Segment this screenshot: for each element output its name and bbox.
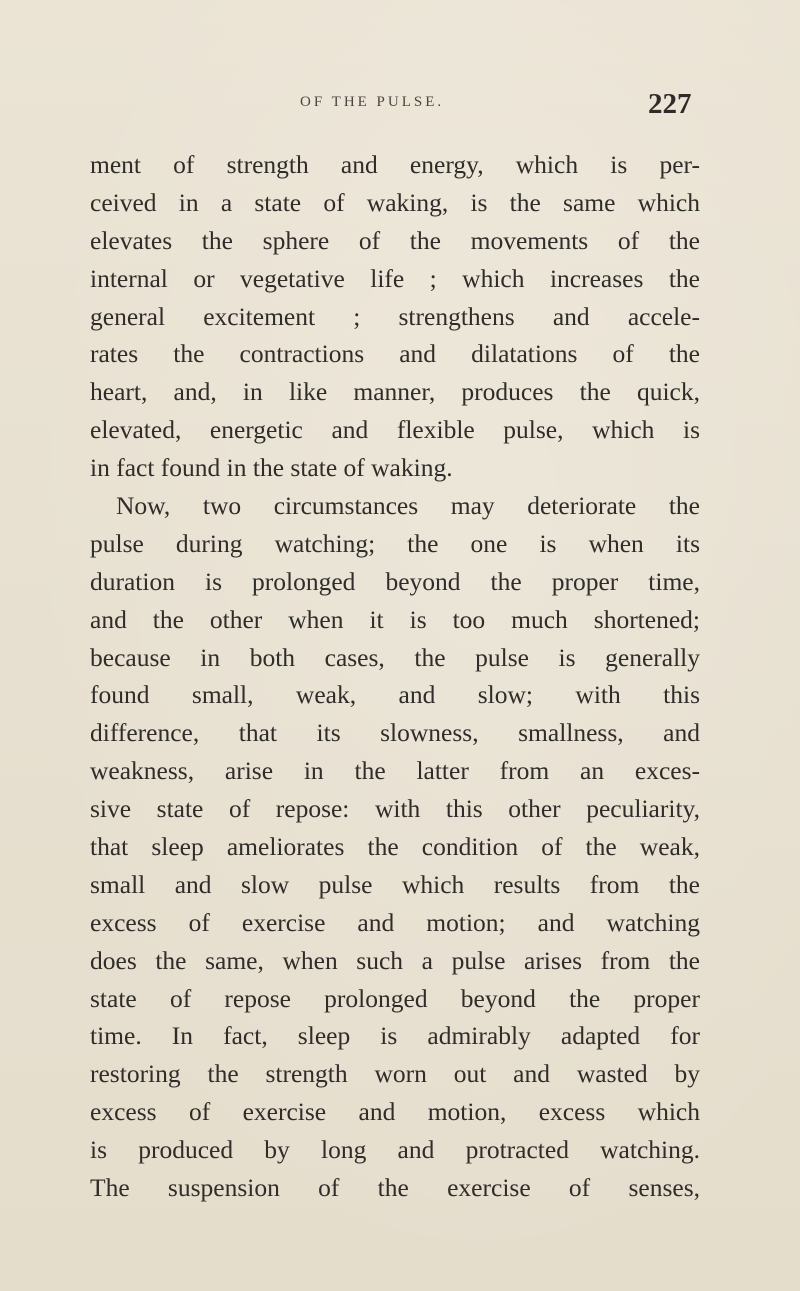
text-line: and the other when it is too much shortened; (90, 604, 700, 634)
text-line: elevates the sphere of the movements of the (90, 225, 700, 255)
text-line: restoring the strength worn out and wasted by (90, 1059, 700, 1089)
page-number: 227 (648, 88, 692, 120)
text-line: heart, and, in like manner, produces the quick, (90, 377, 700, 407)
text-line: that sleep ameliorates the condition of the weak, (90, 832, 700, 862)
text-line: internal or vegetative life ; which increases the (90, 263, 700, 293)
text-line: state of repose prolonged beyond the proper (90, 983, 700, 1013)
text-line: found small, weak, and slow; with this (90, 680, 700, 710)
text-line: difference, that its slowness, smallness, and (90, 718, 700, 748)
running-title: OF THE PULSE. (300, 94, 445, 110)
text-line: weakness, arise in the latter from an exces- (90, 756, 700, 786)
text-line: elevated, energetic and flexible pulse, which is (90, 415, 700, 445)
paragraph-first-line: Now, two circumstances may deteriorate the (116, 491, 700, 521)
text-line: because in both cases, the pulse is generally (90, 642, 700, 672)
text-line: sive state of repose: with this other peculiarity, (90, 794, 700, 824)
text-line: small and slow pulse which results from the (90, 869, 700, 899)
text-line: time. In fact, sleep is admirably adapted for (90, 1021, 700, 1051)
text-line: excess of exercise and motion, excess which (90, 1097, 700, 1127)
text-line: The suspension of the exercise of senses, (90, 1173, 700, 1203)
text-line: in fact found in the state of waking. (90, 453, 453, 483)
text-line: rates the contractions and dilatations of the (90, 339, 700, 369)
text-line: pulse during watching; the one is when its (90, 528, 700, 558)
body-text (90, 146, 700, 1207)
text-line: duration is prolonged beyond the proper time, (90, 566, 700, 596)
text-line: excess of exercise and motion; and watching (90, 907, 700, 937)
running-head (0, 88, 800, 128)
text-line: ceived in a state of waking, is the same which (90, 187, 700, 217)
text-line: general excitement ; strengthens and accele- (90, 301, 700, 331)
text-line: ment of strength and energy, which is per- (90, 150, 700, 179)
text-line: is produced by long and protracted watching. (90, 1135, 700, 1165)
text-line: does the same, when such a pulse arises from the (90, 945, 700, 975)
